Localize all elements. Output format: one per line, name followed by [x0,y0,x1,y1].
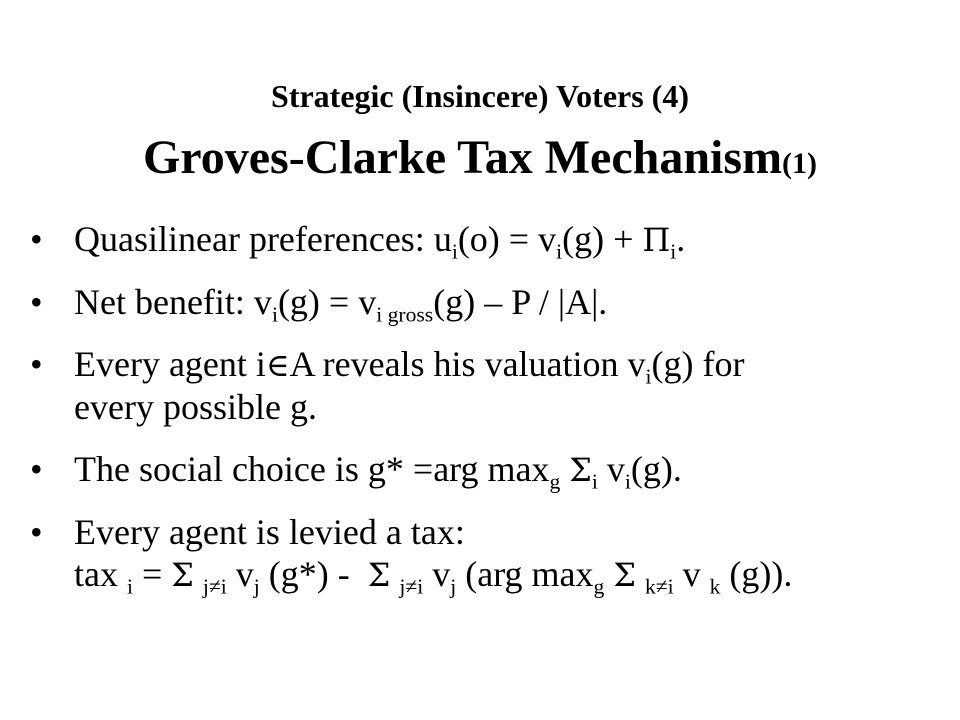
bullet-dot: • [30,282,43,322]
math-text: (g*) - [268,554,350,594]
pi-symbol: Π [642,221,671,259]
math-text: (g) = v [277,282,377,322]
title-suffix: (1) [782,147,818,180]
bullet-social-choice [30,448,940,494]
sub-i: i [556,239,563,264]
math-tax: tax [74,554,118,594]
math-v: v [682,554,701,594]
math-text: = [141,554,163,594]
sub-j: j [450,574,457,599]
bullet-text: Net benefit: v [74,282,272,322]
sub-i: i [126,574,133,599]
sub-i: i [645,364,652,389]
bullet-dot: • [30,449,43,489]
sub-j-not-i: j≠i [399,574,424,599]
bullet-text: Quasilinear preferences: [74,219,425,259]
sigma-symbol: Σ [171,556,194,594]
math-text: (g)). [729,554,793,594]
math-text: (g). [630,449,682,489]
title-text: Groves-Clarke Tax Mechanism [142,131,783,184]
bullet-dot: • [30,344,43,384]
sub-k-not-i: k≠i [644,574,674,599]
slide-title [0,128,960,194]
bullet-dot: • [30,219,43,259]
math-text: (g) + [562,219,643,259]
sigma-symbol: Σ [367,556,391,594]
math-v: v [432,554,451,594]
math-text: (arg max [465,554,594,594]
sub-gross: i gross [376,302,434,327]
sub-g: g [549,469,561,494]
sigma-symbol: Σ [613,556,636,594]
slide-subtitle [0,72,960,120]
math-v: v [235,554,254,594]
bullet-text: every possible g. [74,387,317,427]
bullet-quasilinear [30,218,940,264]
bullet-net-benefit [30,281,940,327]
sub-g: g [593,574,605,599]
math-u: u [433,219,452,259]
bullet-dot: • [30,512,43,552]
math-text: (o) = v [457,219,557,259]
bullet-list [30,218,940,616]
math-v: v [606,449,625,489]
sub-j: j [253,574,260,599]
sub-i: i [451,239,458,264]
element-of-symbol: ∈ [265,346,290,384]
sub-i: i [670,239,677,264]
math-text: (g) – P / |A|. [433,282,608,322]
bullet-text: A reveals his valuation v [289,344,646,384]
sub-i: i [591,469,598,494]
sub-i: i [624,469,631,494]
subtitle-text: Strategic (Insincere) Voters (4) [271,78,689,114]
bullet-tax [30,511,940,599]
sigma-symbol: Σ [569,451,592,489]
bullet-reveals [30,343,940,428]
title-block [0,72,960,194]
bullet-text: (g) for [651,344,745,384]
sub-j-not-i: j≠i [202,574,227,599]
bullet-text: The social choice is g* =arg max [74,449,550,489]
sub-i: i [271,302,278,327]
sub-k: k [709,574,721,599]
bullet-text: Every agent is levied a tax: [74,512,465,552]
math-text: . [676,219,686,259]
bullet-text: Every agent i [74,344,266,384]
